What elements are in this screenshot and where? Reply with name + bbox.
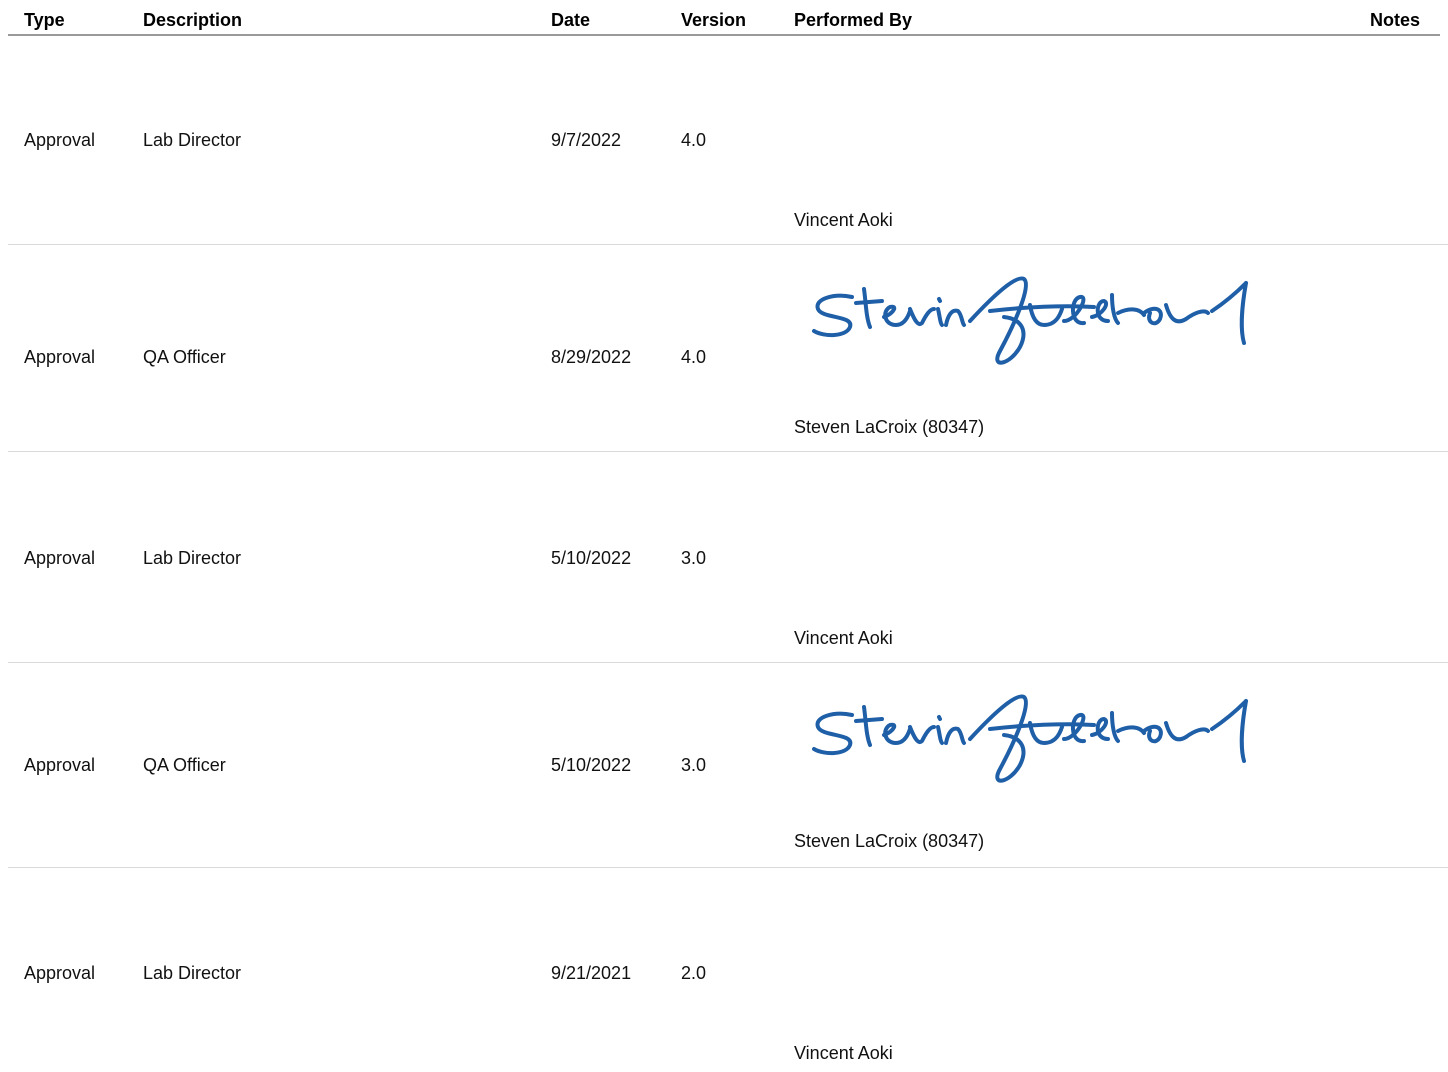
- signature-image: [794, 255, 1318, 375]
- cell-version: 3.0: [681, 548, 707, 568]
- signature-image: [794, 673, 1318, 793]
- cell-version: 3.0: [681, 755, 707, 775]
- header-version: Version: [681, 10, 747, 30]
- cell-type: Approval: [24, 347, 96, 367]
- table-row: [8, 245, 1448, 452]
- cell-description: QA Officer: [143, 755, 226, 775]
- table-row: [8, 663, 1448, 868]
- cell-date: 9/7/2022: [551, 130, 622, 150]
- cell-performed-by: Steven LaCroix (80347): [794, 417, 985, 437]
- cell-performed-by: Vincent Aoki: [794, 210, 893, 230]
- cell-version: 4.0: [681, 347, 707, 367]
- table-header: [8, 0, 1440, 36]
- header-type: Type: [24, 10, 65, 30]
- cell-date: 5/10/2022: [551, 548, 632, 568]
- cell-performed-by: Vincent Aoki: [794, 628, 893, 648]
- cell-performed-by: Vincent Aoki: [794, 1043, 893, 1063]
- cell-type: Approval: [24, 130, 96, 150]
- cell-description: QA Officer: [143, 347, 226, 367]
- header-performed-by: Performed By: [794, 10, 913, 30]
- header-description: Description: [143, 10, 243, 30]
- cell-description: Lab Director: [143, 130, 242, 150]
- header-notes: Notes: [1370, 10, 1421, 30]
- table-body: [8, 36, 1448, 1072]
- header-date: Date: [551, 10, 591, 30]
- cell-description: Lab Director: [143, 548, 242, 568]
- cell-type: Approval: [24, 755, 96, 775]
- table-row: [8, 36, 1448, 245]
- cell-performed-by: Steven LaCroix (80347): [794, 831, 985, 851]
- cell-type: Approval: [24, 548, 96, 568]
- table-row: [8, 452, 1448, 663]
- cell-version: 2.0: [681, 963, 707, 983]
- cell-date: 5/10/2022: [551, 755, 632, 775]
- cell-type: Approval: [24, 963, 96, 983]
- table-row: [8, 868, 1448, 1072]
- cell-version: 4.0: [681, 130, 707, 150]
- cell-description: Lab Director: [143, 963, 242, 983]
- cell-date: 8/29/2022: [551, 347, 632, 367]
- cell-date: 9/21/2021: [551, 963, 632, 983]
